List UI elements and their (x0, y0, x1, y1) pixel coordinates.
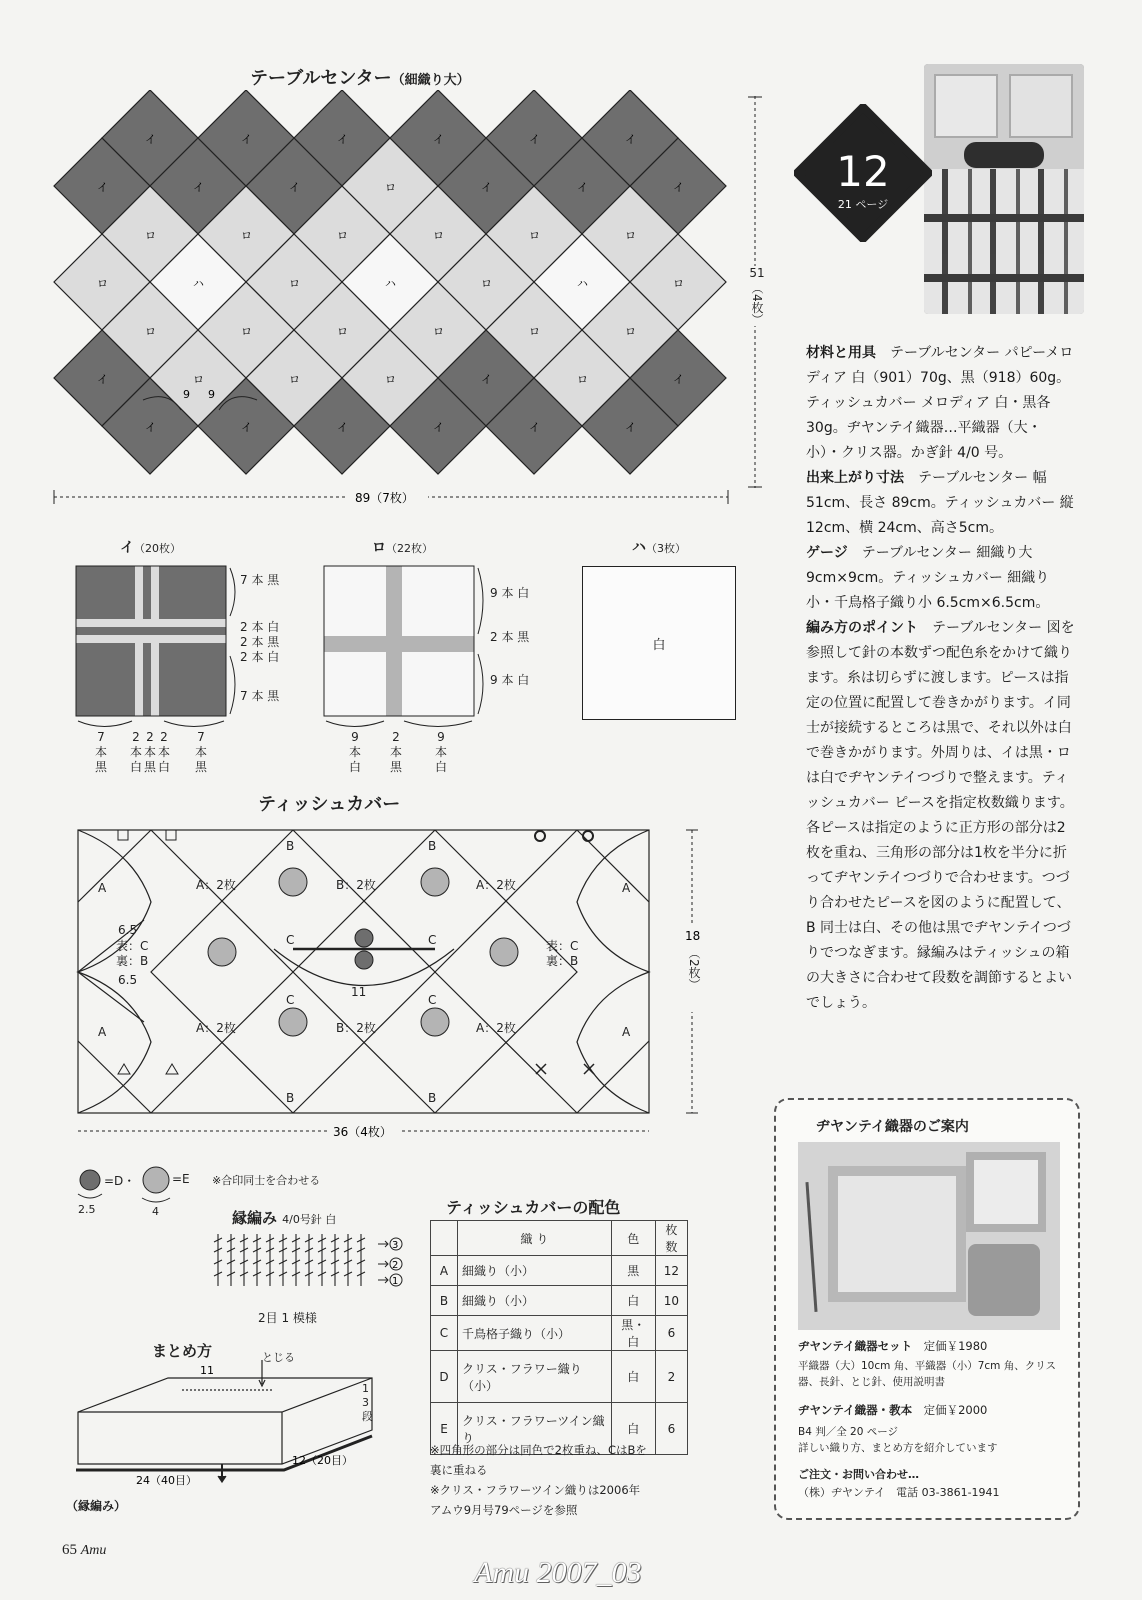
circle-e (421, 1008, 449, 1036)
assembly-diagram (72, 1360, 392, 1490)
config-title: ティッシュカバーの配色 (446, 1198, 621, 1217)
tile-label: ロ (481, 277, 492, 290)
tile-label: イ (625, 421, 636, 434)
i-right-3: 2 本 黒 (240, 635, 280, 649)
tissue-diagram (74, 812, 734, 1142)
stitch (279, 1234, 287, 1286)
mark-square-2 (166, 830, 176, 840)
stitch (253, 1234, 261, 1286)
t-c-3: C (286, 993, 295, 1007)
i-col-4: 2 本 白 (157, 730, 170, 774)
t-a2-3: A：2枚 (196, 1021, 236, 1035)
stitch (331, 1234, 339, 1286)
info-photo (798, 1142, 1060, 1330)
tile-label: ロ (241, 229, 252, 242)
table-center-diagram (48, 90, 768, 520)
tile-label: イ (673, 181, 684, 194)
legend-note: ※合印同士を合わせる (212, 1174, 321, 1187)
join-mark-right: 9 (208, 388, 215, 401)
tile-label: ハ (577, 277, 588, 290)
pattern-ha-name: ハ (632, 540, 646, 556)
i-col-2: 2 本 白 (129, 730, 142, 774)
tile-label: ロ (577, 373, 588, 386)
ro-col-3: 9 本 白 (434, 730, 447, 774)
photo (924, 64, 1084, 314)
info-set: ヂヤンテイ織器セット 定価￥1980 (798, 1339, 988, 1353)
stitch (305, 1234, 313, 1286)
t-back: 裏：B (116, 954, 149, 968)
tile-label: イ (337, 421, 348, 434)
table-center-title (250, 64, 470, 90)
table-row: D クリス・フラワー織り（小） 白 2 (431, 1351, 688, 1403)
config-table (430, 1220, 688, 1455)
edging-row-2: 2 (392, 1260, 399, 1271)
t-c-4: C (428, 993, 437, 1007)
edging-row-1: 1 (392, 1276, 399, 1287)
instr-4: 編み方のポイント テーブルセンター 図を参照して針の本数ずつ配色糸をかけて織ります。糸は切らずに渡します。ピースは指定の位置に配置して巻きかがります。イ同士が接続するところは黒で、それ以外は白で巻きかがります。外周りは、イは黒・ロは白でヂヤンテイつづりで整えます。ティッシュカバー ピースを指定枚数織ります。各ピースは指定のように正方形の部分は2枚を重ね、三角形の部分は1枚を半分に折ってヂヤンテイつづりで合わせます。つづり合わせたピースを図のように配置して、B 同士は白、その他は黒でヂヤンテイつづりでつなぎます。縁編みはティッシュの箱の大きさに合わせて段数を調節するとよいでしょう。 (806, 620, 1075, 1011)
tile-label: イ (481, 373, 492, 386)
pattern-ha-header (632, 537, 686, 557)
tile-label: イ (625, 133, 636, 146)
legend-e-size: 4 (152, 1205, 159, 1218)
table-center-height-label (747, 266, 767, 326)
t-b-4: B (428, 1091, 437, 1105)
info-company: （株）ヂヤンテイ 電話 03-3861-1941 (798, 1486, 1000, 1499)
legend-circle-d (80, 1170, 100, 1190)
tile-label: ロ (673, 277, 684, 290)
t-b2-1: B：2枚 (336, 878, 376, 892)
tile-label: ロ (625, 325, 636, 338)
info-box (774, 1098, 1080, 1520)
table-row: A 細織り（小） 黒 12 (431, 1256, 688, 1286)
edging-chart (212, 1228, 412, 1298)
tile-label: イ (145, 133, 156, 146)
tile-label: ロ (337, 229, 348, 242)
join-mark-left: 9 (183, 388, 190, 401)
tile-label: ロ (97, 277, 108, 290)
assembly-rows: 1 3 段 (362, 1382, 373, 1423)
tile-label: イ (193, 181, 204, 194)
t-a2-1: A：2枚 (196, 878, 236, 892)
tile-label: イ (481, 181, 492, 194)
stitch (227, 1234, 235, 1286)
ro-col-1: 9 本 白 (348, 730, 361, 774)
instructions (806, 341, 1076, 1016)
mark-square-1 (118, 830, 128, 840)
t-b-2: B (428, 839, 437, 853)
info-order: ご注文・お問い合わせ… (798, 1468, 919, 1481)
t-c-2: C (428, 933, 437, 947)
legend-circle-e (143, 1167, 169, 1193)
edging-header (232, 1207, 336, 1228)
legend-dot: ・ (123, 1174, 136, 1188)
t-b-1: B (286, 839, 295, 853)
i-col-3: 2 本 黒 (143, 730, 156, 774)
tile-label: イ (529, 421, 540, 434)
tile-label: ロ (529, 229, 540, 242)
circle-e (279, 868, 307, 896)
mark-triangle-1 (118, 1064, 130, 1074)
pattern-ro-header (372, 537, 433, 557)
tile-label: イ (145, 421, 156, 434)
stitch (214, 1234, 222, 1286)
assembly-depth: 12（20目） (292, 1454, 353, 1467)
pattern-ha-center: 白 (652, 637, 666, 653)
badge-page: 21 ページ (837, 198, 889, 211)
tile-label: ロ (337, 325, 348, 338)
ro-right-3: 9 本 白 (490, 673, 530, 687)
i-right-5: 7 本 黒 (240, 689, 280, 703)
pattern-ro-name: ロ (372, 540, 386, 556)
tile-label: イ (673, 373, 684, 386)
tile-label: ロ (289, 373, 300, 386)
instr-1: 材料と用具 テーブルセンター パピーメロディア 白（901）70g、黒（918）60g。ティッシュカバー メロディア 白・黒各30g。ヂヤンテイ織器…平織器（大・小）・クリス器。かぎ針 4/0 号。 (806, 345, 1074, 461)
tile-label: イ (529, 133, 540, 146)
tile-label: ロ (385, 181, 396, 194)
tissue-height-count: （2枚） (687, 947, 701, 991)
tile-label: ロ (529, 325, 540, 338)
tile-label: ロ (241, 325, 252, 338)
stitch (266, 1234, 274, 1286)
stitch (357, 1234, 365, 1286)
pattern-ha-square (582, 566, 736, 720)
tissue-height-num: 18 (685, 929, 701, 943)
edging-title: 縁編み (232, 1209, 278, 1227)
table-center-width: 89（7枚） (355, 491, 414, 505)
legend-text (104, 1172, 135, 1189)
i-right-4: 2 本 白 (240, 650, 280, 664)
tile-label: イ (241, 133, 252, 146)
badge (794, 104, 932, 242)
t-c-1: C (286, 933, 295, 947)
watermark: Amu 2007_03 (474, 1556, 642, 1589)
t-b-3: B (286, 1091, 295, 1105)
tile-label: ロ (433, 229, 444, 242)
height-count: （4枚） (750, 282, 764, 326)
assembly-edge: （縁編み） (66, 1499, 127, 1513)
t-a-2: A (98, 1025, 107, 1039)
assembly-title: まとめ方 (152, 1342, 213, 1360)
circle-e (279, 1008, 307, 1036)
legend-d: =D (104, 1174, 124, 1188)
assembly-length: 24（40目） (136, 1474, 197, 1487)
tile-label: ロ (625, 229, 636, 242)
assembly-top: 11 (200, 1364, 214, 1377)
tile-label: ロ (289, 277, 300, 290)
circle-e (490, 938, 518, 966)
circle-e (421, 868, 449, 896)
tile-label: ロ (433, 325, 444, 338)
i-col-1: 7 本 黒 (94, 730, 107, 774)
stitch (240, 1234, 248, 1286)
config-notes: ※四角形の部分は同色で2枚重ね、CはBを 裏に重ねる ※クリス・フラワーツイン織りは2006年 アムウ9月号79ページを参照 (430, 1443, 647, 1517)
pattern-ha-count: （3枚） (646, 542, 686, 555)
page-number: 65 Amu (62, 1542, 107, 1558)
tile-label: ロ (193, 373, 204, 386)
mark-ring-2 (583, 831, 593, 841)
tile-label: ロ (385, 373, 396, 386)
info-book-desc-2: 詳しい織り方、まとめ方を紹介しています (798, 1442, 998, 1454)
table-center-tiles (54, 90, 726, 474)
edging-repeat: 2目 1 模様 (258, 1311, 317, 1325)
i-col-5: 7 本 黒 (194, 730, 207, 774)
tile-label: ハ (193, 277, 204, 290)
t-a2-2: A：2枚 (476, 878, 516, 892)
i-right-1: 7 本 黒 (240, 573, 280, 587)
ro-col-2: 2 本 黒 (389, 730, 402, 774)
instr-2: 出来上がり寸法 テーブルセンター 幅 51cm、長さ 89cm。ティッシュカバー 縦 12cm、横 24cm、高さ5cm。 (806, 470, 1074, 536)
legend-e-text: =E (172, 1172, 190, 1186)
info-book: ヂヤンテイ織器・教本 定価￥2000 (798, 1403, 988, 1417)
t-face: 表：C (116, 939, 149, 953)
tile-label: イ (97, 181, 108, 194)
stitch (318, 1234, 326, 1286)
stitch (344, 1234, 352, 1286)
circle-d (355, 929, 373, 947)
info-title: ヂヤンテイ織器のご案内 (816, 1119, 969, 1135)
circle-d (355, 951, 373, 969)
pattern-i-name: イ (120, 540, 134, 556)
pattern-ro-count: （22枚） (386, 542, 433, 555)
mark-cross-1 (536, 1064, 546, 1074)
i-right-2: 2 本 白 (240, 620, 280, 634)
mark-triangle-2 (166, 1064, 178, 1074)
tile-label: イ (577, 181, 588, 194)
table-row: C 千鳥格子織り（小） 黒・白 6 (431, 1316, 688, 1351)
info-set-desc: 平織器（大）10cm 角、平織器（小）7cm 角、クリス器、長針、とじ針、使用説明書 (798, 1360, 1057, 1388)
t-a-3: A (622, 881, 631, 895)
tile-label: ロ (145, 229, 156, 242)
tile-label: イ (433, 133, 444, 146)
instr-3: ゲージ テーブルセンター 細織り大9cm×9cm。ティッシュカバー 細織り小・千鳥格子織り小 6.5cm×6.5cm。 (806, 545, 1050, 611)
table-center-title-text: テーブルセンター (250, 68, 392, 89)
tile-label: イ (433, 421, 444, 434)
ro-right-1: 9 本 白 (490, 586, 530, 600)
t-m2: 6.5 (118, 973, 138, 987)
t-back-r: 裏：B (546, 954, 579, 968)
tile-label: ハ (385, 277, 396, 290)
edging-sub: 4/0号針 白 (282, 1213, 337, 1226)
table-row: B 細織り（小） 白 10 (431, 1286, 688, 1316)
circle-e (208, 938, 236, 966)
tile-label: イ (337, 133, 348, 146)
t-face-r: 表：C (546, 939, 579, 953)
badge-number: 12 (836, 147, 890, 196)
assembly-close: とじる (262, 1351, 295, 1364)
t-m1: 6.5 (118, 923, 138, 937)
t-b2-2: B：2枚 (336, 1021, 376, 1035)
pattern-i-count: （20枚） (134, 542, 181, 555)
t-a2-4: A：2枚 (476, 1021, 516, 1035)
tile-label: ロ (145, 325, 156, 338)
tile-label: イ (97, 373, 108, 386)
t-m3: 11 (351, 985, 367, 999)
legend-d-size: 2.5 (78, 1203, 96, 1216)
edging-row-3: 3 (392, 1240, 399, 1251)
height-num: 51 (749, 266, 765, 280)
t-a-1: A (98, 881, 107, 895)
tile-label: イ (241, 421, 252, 434)
table-row: E クリス・フラワーツイン織り 白 6 (431, 1403, 688, 1455)
config-header-row: 織 り 色 枚数 (431, 1221, 688, 1256)
table-center-title-note: （細織り大） (391, 73, 470, 88)
info-book-desc-1: B4 判／全 20 ページ (798, 1426, 899, 1438)
mark-cross-2 (584, 1064, 594, 1074)
pattern-i-header (120, 537, 181, 557)
ro-right-2: 2 本 黒 (490, 630, 530, 644)
mark-ring-1 (535, 831, 545, 841)
tissue-width: 36（4枚） (333, 1125, 392, 1139)
pattern-ro-diagram (320, 556, 490, 746)
stitch (292, 1234, 300, 1286)
t-a-4: A (622, 1025, 631, 1039)
tile-label: イ (289, 181, 300, 194)
tissue-title: ティッシュカバー (258, 794, 401, 815)
